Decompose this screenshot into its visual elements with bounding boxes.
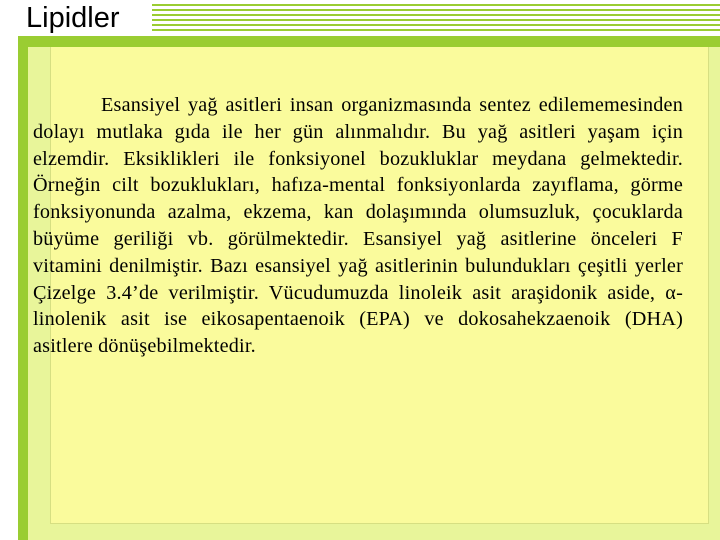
title-bar [0, 0, 720, 40]
body-paragraph: Esansiyel yağ asitleri insan organizmasında sentez edilememesinden dolayı mutlaka gıda ile her gün alınmalıdır. Bu yağ asitleri yaşam için elzemdir. Eksiklikleri ile fonksiyonel bozukluklar meydana gelmektedir. Örneğin cilt bozuklukları, hafıza-mental fonksiyonlarda zayıflama, görme fonksiyonunda azalma, ekzema, kan dolaşımında olumsuzluk, çocuklarda büyüme geriliği vb. görülmektedir. Esansiyel yağ asitlerine önceleri F vitamini denilmiştir. Bazı esansiyel yağ asitlerinin bulundukları çeşitli yerler Çizelge 3.4’de verilmiştir. Vücudumuzda linoleik asit araşidonik aside, α-linolenik asit ise eikosapentaenoik (EPA) ve dokosahekzaenoik (DHA) asitlere dönüşebilmektedir. [33, 94, 683, 358]
slide-title: Lipidler [26, 2, 120, 34]
decorative-stripes [152, 4, 720, 34]
